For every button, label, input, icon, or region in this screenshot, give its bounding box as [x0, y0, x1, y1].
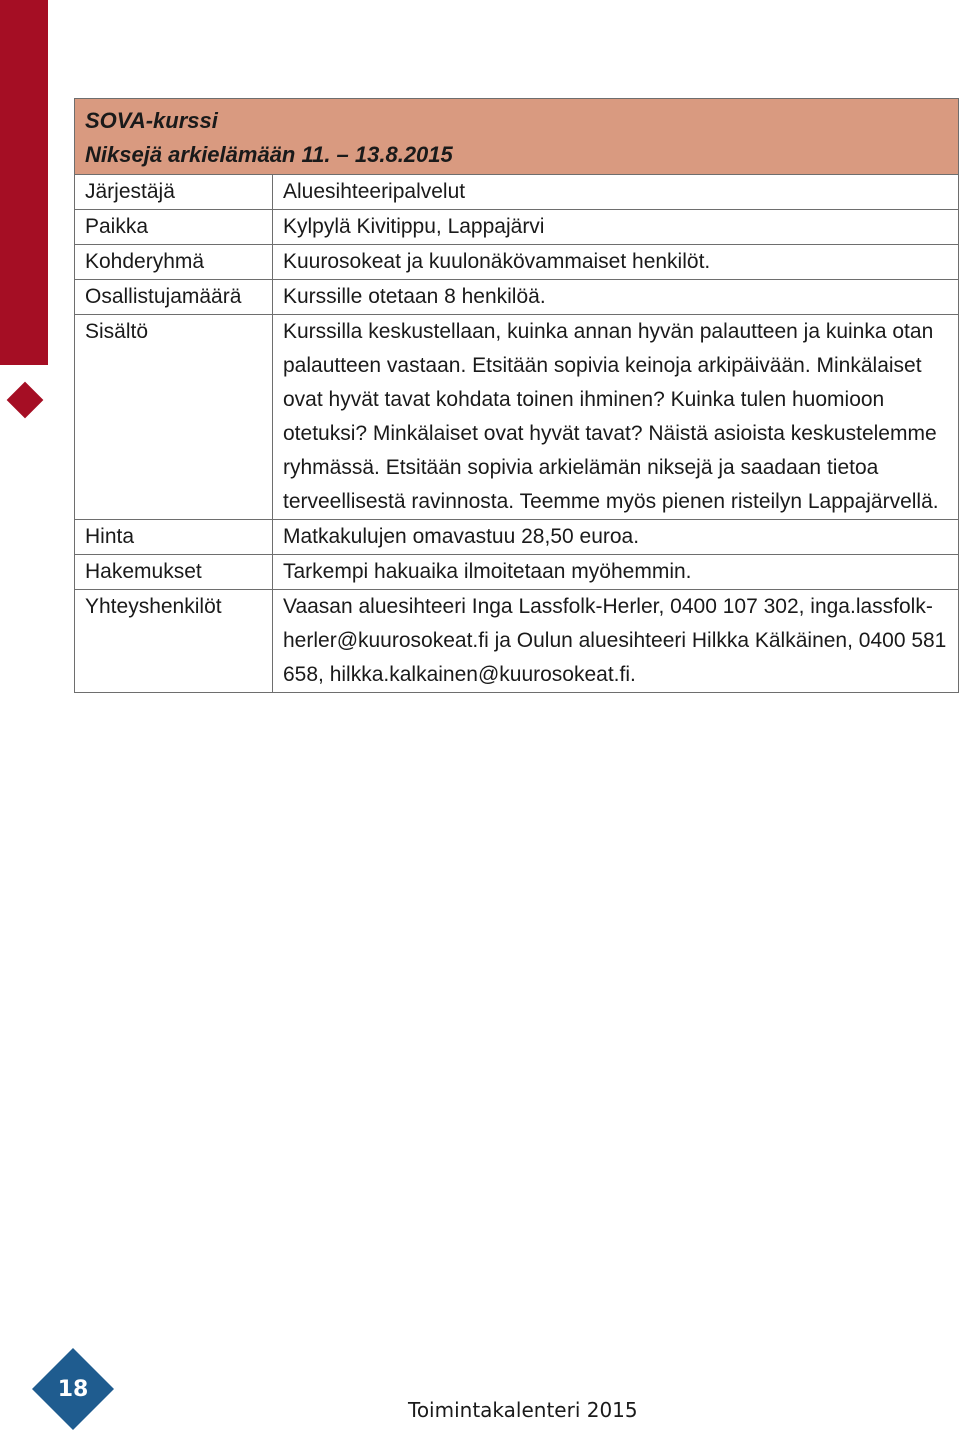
- row-label-participants: Osallistujamäärä: [75, 280, 273, 315]
- course-info-table: [74, 98, 959, 693]
- row-label-contacts: Yhteyshenkilöt: [75, 590, 273, 693]
- row-label-content: Sisältö: [75, 315, 273, 520]
- table-row: [75, 280, 959, 315]
- table-row: [75, 175, 959, 210]
- diamond-marker-icon: [7, 382, 44, 419]
- publication-footer: Toimintakalenteri 2015: [408, 1398, 638, 1422]
- table-header-row: [75, 99, 959, 175]
- table-row: [75, 520, 959, 555]
- row-value-participants: Kurssille otetaan 8 henkilöä.: [273, 280, 959, 315]
- row-value-location: Kylpylä Kivitippu, Lappajärvi: [273, 210, 959, 245]
- table-row: [75, 245, 959, 280]
- table-row: [75, 555, 959, 590]
- side-accent-bar: [0, 0, 48, 365]
- row-label-location: Paikka: [75, 210, 273, 245]
- course-header: [75, 99, 959, 175]
- row-label-target-group: Kohderyhmä: [75, 245, 273, 280]
- row-value-target-group: Kuurosokeat ja kuulonäkövammaiset henkilöt.: [273, 245, 959, 280]
- row-value-content: Kurssilla keskustellaan, kuinka annan hyvän palautteen ja kuinka otan palautteen vastaan. Etsitään sopivia keinoja arkipäivään. Minkälaiset ovat hyvät tavat kohdata toinen ihminen? Kuinka tulen huomioon otetuksi? Minkälaiset ovat hyvät tavat? Näistä asioista keskustelemme ryhmässä. Etsitään sopivia arkielämän niksejä ja saadaan tietoa terveellisestä ravinnosta. Teemme myös pienen risteilyn Lappajärvellä.: [273, 315, 959, 520]
- row-value-organizer: Aluesihteeripalvelut: [273, 175, 959, 210]
- table-row: [75, 315, 959, 520]
- table-row: [75, 210, 959, 245]
- table-row: [75, 590, 959, 693]
- row-label-applications: Hakemukset: [75, 555, 273, 590]
- row-value-contacts: Vaasan aluesihteeri Inga Lassfolk-Herler, 0400 107 302, inga.lassfolk-herler@kuurosokeat.fi ja Oulun aluesihteeri Hilkka Kälkäinen, 0400 581 658, hilkka.kalkainen@kuurosokeat.fi.: [273, 590, 959, 693]
- row-label-organizer: Järjestäjä: [75, 175, 273, 210]
- row-value-price: Matkakulujen omavastuu 28,50 euroa.: [273, 520, 959, 555]
- row-label-price: Hinta: [75, 520, 273, 555]
- course-title: SOVA-kurssi: [85, 108, 218, 133]
- page-number: 18: [57, 1376, 89, 1402]
- row-value-applications: Tarkempi hakuaika ilmoitetaan myöhemmin.: [273, 555, 959, 590]
- course-subtitle: Niksejä arkielämään 11. – 13.8.2015: [85, 142, 453, 167]
